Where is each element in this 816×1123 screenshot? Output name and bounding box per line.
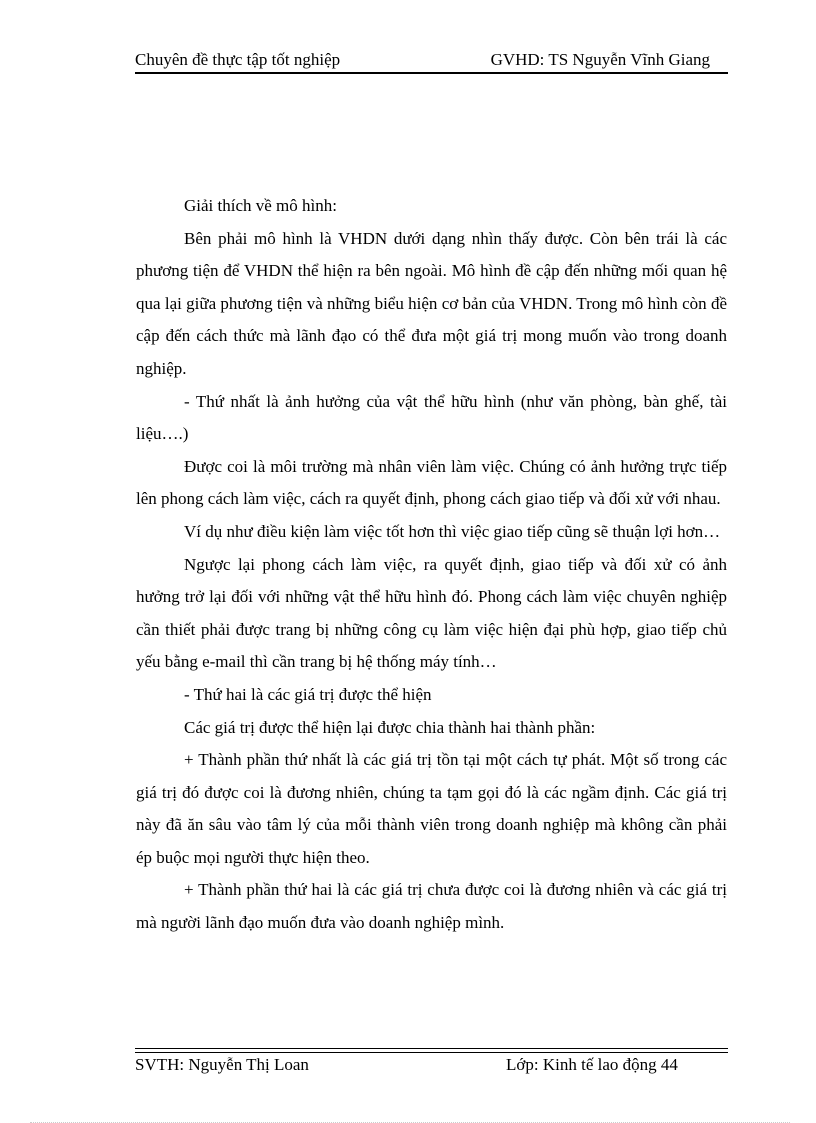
paragraph: Ngược lại phong cách làm việc, ra quyết định, giao tiếp và đối xử có ảnh hưởng trở lại đối với những vật thể hữu hình đó. Phong cách làm việc chuyên nghiệp cần thiết phải được trang bị những công cụ làm việc hiện đại phù hợp, giao tiếp chủ yếu bằng e-mail thì cần trang bị hệ thống máy tính… xyxy=(136,554,727,672)
paragraph: - Thứ nhất là ảnh hưởng của vật thể hữu hình (như văn phòng, bàn ghế, tài liệu….) xyxy=(136,391,727,444)
paragraph: + Thành phần thứ nhất là các giá trị tồn tại một cách tự phát. Một số trong các giá trị đó được coi là đương nhiên, chúng ta tạm gọi đó là các ngầm định. Các giá trị này đã ăn sâu vào tâm lý của mỗi thành viên trong doanh nghiệp mà không cần phải ép buộc mọi người thực hiện theo. xyxy=(136,750,727,867)
footer-student: SVTH: Nguyễn Thị Loan xyxy=(135,1055,309,1074)
header-document-title: Chuyên đề thực tập tốt nghiệp xyxy=(135,50,341,69)
page-header xyxy=(135,46,728,74)
paragraph: Các giá trị được thể hiện lại được chia thành hai thành phần: xyxy=(184,717,596,737)
body-text xyxy=(136,190,727,940)
paragraph: + Thành phần thứ hai là các giá trị chưa được coi là đương nhiên và các giá trị mà người lãnh đạo muốn đưa vào doanh nghiệp mình. xyxy=(136,880,727,933)
paragraph: Ví dụ như điều kiện làm việc tốt hơn thì việc giao tiếp cũng sẽ thuận lợi hơn… xyxy=(184,521,721,541)
paragraph: Giải thích về mô hình: xyxy=(184,196,337,215)
paragraph: Bên phải mô hình là VHDN dưới dạng nhìn thấy được. Còn bên trái là các phương tiện để VHDN thể hiện ra bên ngoài. Mô hình đề cập đến những mối quan hệ qua lại giữa phương tiện và những biểu hiện cơ bản của VHDN. Trong mô hình còn đề cập đến cách thức mà lãnh đạo có thể đưa một giá trị mong muốn vào trong doanh nghiệp. xyxy=(136,228,727,378)
footer-class: Lớp: Kinh tế lao động 44 xyxy=(506,1055,678,1074)
footer-divider xyxy=(135,1048,728,1053)
page-footer xyxy=(135,1055,728,1079)
header-supervisor: GVHD: TS Nguyễn Vĩnh Giang xyxy=(490,50,710,69)
paragraph: Được coi là môi trường mà nhân viên làm việc. Chúng có ảnh hưởng trực tiếp lên phong cách làm việc, cách ra quyết định, phong cách giao tiếp và đối xử với nhau. xyxy=(136,456,727,509)
paragraph: - Thứ hai là các giá trị được thể hiện xyxy=(184,684,432,704)
